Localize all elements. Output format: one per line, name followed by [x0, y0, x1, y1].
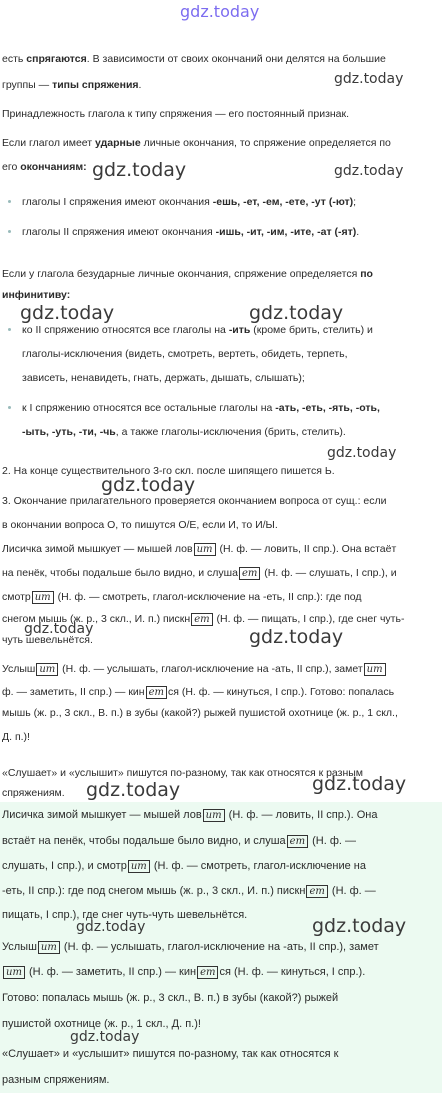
- watermark: gdz.today: [327, 445, 397, 461]
- text-line: 3. Окончание прилагательного проверяется окончанием вопроса от сущ.: если: [2, 495, 387, 507]
- list-item: глаголы I спряжения имеют окончания -ешь, -ет, -ем, -ете, -ут (-ют);: [22, 196, 357, 208]
- text-line: Если глагол имеет ударные личные окончания, то спряжение определяется по: [2, 137, 391, 149]
- list-item: к I спряжению относятся все остальные глаголы на -ать, -еть, -ять, -оть,: [22, 402, 380, 414]
- ending-box: ет: [191, 613, 212, 626]
- text-line: Принадлежность глагола к типу спряжения — его постоянный признак.: [2, 108, 350, 120]
- bullet-icon: [8, 200, 11, 203]
- text-line: Лисичка зимой мышкует — мышей лов ит (Н. ф. — ловить, II спр.). Она встаёт: [2, 543, 397, 555]
- ending-box: ит: [32, 591, 54, 604]
- text-line: слушать, I спр.), и смотр ит (Н. ф. — смотреть, глагол-исключение на: [2, 860, 366, 872]
- list-item-cont: -ыть, -уть, -ти, -чь, а также глаголы-исключения (брить, стелить).: [22, 426, 346, 438]
- text-line: «Слушает» и «услышит» пишутся по-разному, так как относятся к: [2, 1048, 339, 1060]
- ending-box: ит: [36, 663, 58, 676]
- text-line: мышь (ж. р., 3 скл., В. п.) в зубы (какой?) рыжей пушистой охотнице (ж. р., 1 скл.,: [2, 707, 398, 719]
- watermark: gdz.today: [70, 1029, 140, 1045]
- ending-box: ит: [3, 966, 25, 979]
- watermark: gdz.today: [20, 302, 115, 324]
- watermark: gdz.today: [312, 915, 407, 937]
- watermark: gdz.today: [101, 474, 196, 496]
- text-line: инфинитиву:: [2, 289, 71, 301]
- text-line: Если у глагола безударные личные окончания, спряжение определяется по: [2, 268, 373, 280]
- ending-box: ит: [128, 860, 150, 873]
- ending-box: ет: [306, 885, 327, 898]
- text-line: снегом мышь (ж. р., 3 скл., И. п.) пискн ет (Н. ф. — пищать, I спр.), где снег чуть-: [2, 613, 405, 625]
- text-line: в окончании вопроса О, то пишутся О/Е, если И, то И/Ы.: [2, 519, 278, 531]
- ending-box: ет: [287, 835, 308, 848]
- watermark: gdz.today: [249, 302, 344, 324]
- watermark: gdz.today: [249, 626, 344, 648]
- list-item-cont: зависеть, ненавидеть, гнать, держать, дышать, слышать);: [22, 372, 305, 384]
- text-line: группы — типы спряжения.: [2, 79, 142, 91]
- ending-box: ет: [197, 966, 218, 979]
- text-line: Готово: попалась мышь (ж. р., 3 скл., В. п.) в зубы (какой?) рыжей: [2, 992, 339, 1004]
- watermark: gdz.today: [334, 71, 404, 87]
- text-line: есть спрягаются. В зависимости от своих окончаний они делятся на большие: [2, 53, 386, 65]
- list-item-cont: глаголы-исключения (видеть, смотреть, вертеть, обидеть, терпеть,: [22, 348, 348, 360]
- ending-box: ит: [194, 543, 216, 556]
- ending-box: ет: [239, 567, 260, 580]
- ending-box: ит: [38, 941, 60, 954]
- text-line: пушистой охотнице (ж. р., 1 скл., Д. п.)!: [2, 1018, 201, 1030]
- text-line: Д. п.)!: [2, 731, 30, 743]
- text-line: ит (Н. ф. — заметить, II спр.) — кин ет ся (Н. ф. — кинуться, I спр.).: [2, 965, 365, 979]
- text-line: Услыш ит (Н. ф. — услышать, глагол-исключение на -ать, II спр.), замет: [2, 941, 379, 953]
- watermark: gdz.today: [92, 159, 187, 181]
- text-line: встаёт на пенёк, чтобы подальше было видно, и слуша ет (Н. ф. —: [2, 835, 357, 847]
- ending-box: ит: [203, 809, 225, 822]
- text-line: ф. — заметить, II спр.) — кин ет ся (Н. ф. — кинуться, I спр.). Готово: попалась: [2, 686, 395, 698]
- text-line: чуть шевельнётся.: [2, 634, 93, 646]
- bullet-icon: [8, 230, 11, 233]
- watermark-top: gdz.today: [180, 2, 260, 21]
- watermark: gdz.today: [312, 773, 407, 795]
- watermark: gdz.today: [24, 621, 94, 637]
- text-line: -еть, II спр.): где под снегом мышь (ж. р., 3 скл., И. п.) пискн ет (Н. ф. —: [2, 885, 376, 897]
- list-item: глаголы II спряжения имеют окончания -ишь, -ит, -им, -ите, -ат (-ят).: [22, 226, 360, 238]
- ending-box: ет: [146, 686, 167, 699]
- text-line: 2. На конце существительного 3-го скл. после шипящего пишется Ь.: [2, 465, 335, 477]
- list-item: ко II спряжению относятся все глаголы на -ить (кроме брить, стелить) и: [22, 324, 373, 336]
- watermark: gdz.today: [76, 919, 146, 935]
- text-line: пищать, I спр.), где снег чуть-чуть шевельнётся.: [2, 909, 248, 921]
- text-line: на пенёк, чтобы подальше было видно, и слуша ет (Н. ф. — слушать, I спр.), и: [2, 567, 397, 579]
- watermark: gdz.today: [86, 779, 181, 801]
- text-line: смотр ит (Н. ф. — смотреть, глагол-исключение на -еть, II спр.): где под: [2, 591, 362, 603]
- bullet-icon: [8, 328, 11, 331]
- text-line: Услыш ит (Н. ф. — услышать, глагол-исключение на -ать, II спр.), замет ит: [2, 662, 387, 676]
- text-line: Лисичка зимой мышкует — мышей лов ит (Н. ф. — ловить, II спр.). Она: [2, 809, 378, 821]
- text-line: разным спряжениям.: [2, 1074, 110, 1086]
- watermark: gdz.today: [334, 163, 404, 179]
- text-line: «Слушает» и «услышит» пишутся по-разному, так как относятся к разным: [2, 767, 364, 779]
- text-line: его окончаниям:: [2, 161, 87, 173]
- bullet-icon: [8, 406, 11, 409]
- text-line: спряжениям.: [2, 787, 65, 799]
- ending-box: ит: [364, 663, 386, 676]
